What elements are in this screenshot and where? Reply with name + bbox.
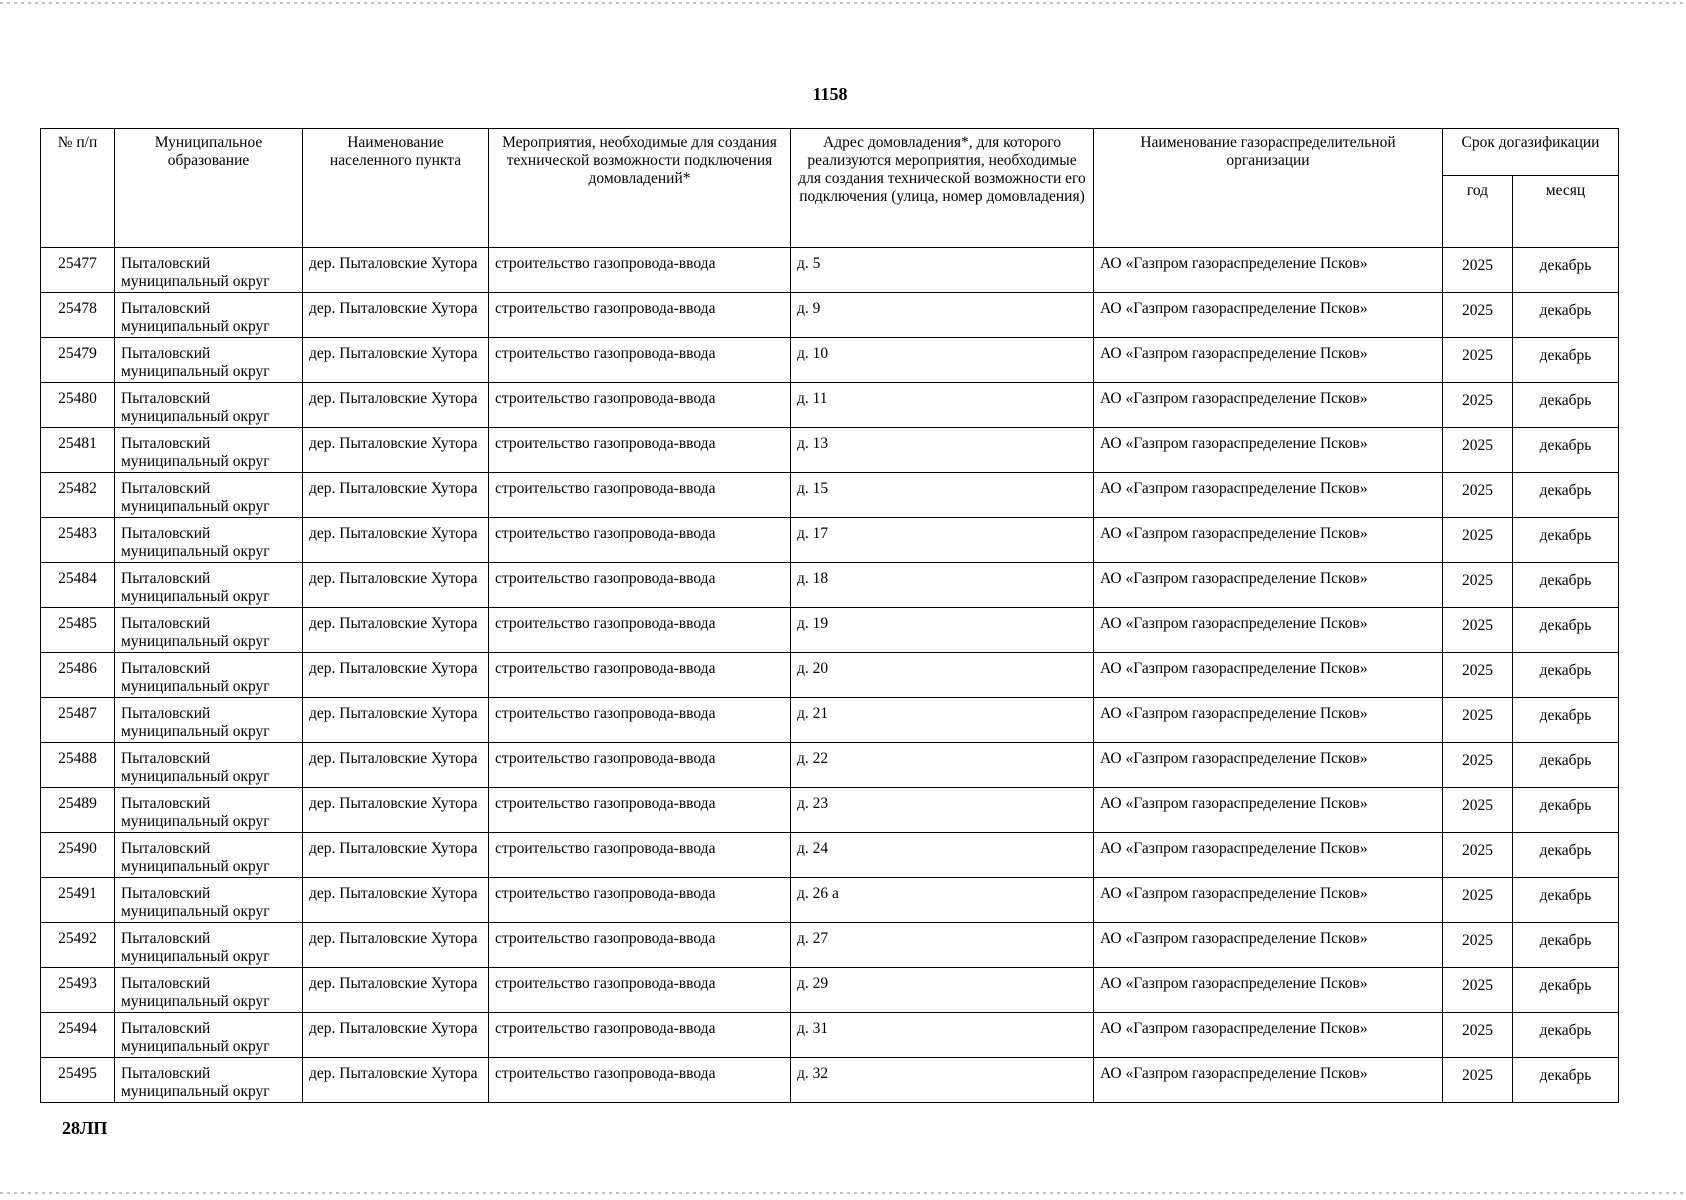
header-settlement: Наименование населенного пункта [303, 129, 489, 248]
cell-municipality: Пыталовский муниципальный округ [115, 383, 303, 428]
cell-municipality: Пыталовский муниципальный округ [115, 608, 303, 653]
cell-municipality: Пыталовский муниципальный округ [115, 473, 303, 518]
cell-month: декабрь [1513, 698, 1619, 743]
cell-num: 25484 [41, 563, 115, 608]
header-num: № п/п [41, 129, 115, 248]
header-measures: Мероприятия, необходимые для создания технической возможности подключения домовладений* [489, 129, 791, 248]
cell-year: 2025 [1443, 473, 1513, 518]
cell-address: д. 22 [791, 743, 1094, 788]
table-row [41, 608, 1619, 653]
table-row [41, 923, 1619, 968]
table-row [41, 473, 1619, 518]
table-row [41, 1013, 1619, 1058]
cell-month: декабрь [1513, 428, 1619, 473]
cell-settlement: дер. Пыталовские Хутора [303, 788, 489, 833]
cell-settlement: дер. Пыталовские Хутора [303, 1013, 489, 1058]
cell-address: д. 11 [791, 383, 1094, 428]
cell-settlement: дер. Пыталовские Хутора [303, 563, 489, 608]
cell-measure: строительство газопровода-ввода [489, 428, 791, 473]
cell-year: 2025 [1443, 248, 1513, 293]
cell-organization: АО «Газпром газораспределение Псков» [1094, 1058, 1443, 1103]
cell-organization: АО «Газпром газораспределение Псков» [1094, 1013, 1443, 1058]
cell-num: 25495 [41, 1058, 115, 1103]
cell-year: 2025 [1443, 788, 1513, 833]
cell-num: 25487 [41, 698, 115, 743]
cell-address: д. 17 [791, 518, 1094, 563]
cell-num: 25488 [41, 743, 115, 788]
cell-year: 2025 [1443, 698, 1513, 743]
cell-year: 2025 [1443, 1058, 1513, 1103]
cell-municipality: Пыталовский муниципальный округ [115, 833, 303, 878]
cell-address: д. 18 [791, 563, 1094, 608]
cell-year: 2025 [1443, 878, 1513, 923]
cell-settlement: дер. Пыталовские Хутора [303, 293, 489, 338]
cell-year: 2025 [1443, 518, 1513, 563]
cell-measure: строительство газопровода-ввода [489, 563, 791, 608]
cell-address: д. 15 [791, 473, 1094, 518]
table-row [41, 518, 1619, 563]
cell-num: 25479 [41, 338, 115, 383]
cell-year: 2025 [1443, 968, 1513, 1013]
cell-organization: АО «Газпром газораспределение Псков» [1094, 743, 1443, 788]
cell-measure: строительство газопровода-ввода [489, 473, 791, 518]
cell-municipality: Пыталовский муниципальный округ [115, 923, 303, 968]
cell-organization: АО «Газпром газораспределение Псков» [1094, 338, 1443, 383]
cell-settlement: дер. Пыталовские Хутора [303, 923, 489, 968]
table-row [41, 293, 1619, 338]
cell-num: 25489 [41, 788, 115, 833]
cell-measure: строительство газопровода-ввода [489, 878, 791, 923]
header-organization: Наименование газораспределительной организации [1094, 129, 1443, 248]
cell-address: д. 31 [791, 1013, 1094, 1058]
table-row [41, 833, 1619, 878]
cell-year: 2025 [1443, 743, 1513, 788]
cell-organization: АО «Газпром газораспределение Псков» [1094, 878, 1443, 923]
cell-municipality: Пыталовский муниципальный округ [115, 788, 303, 833]
cell-address: д. 21 [791, 698, 1094, 743]
cell-organization: АО «Газпром газораспределение Псков» [1094, 473, 1443, 518]
cell-measure: строительство газопровода-ввода [489, 338, 791, 383]
header-month: месяц [1513, 176, 1619, 248]
cell-month: декабрь [1513, 878, 1619, 923]
cell-num: 25485 [41, 608, 115, 653]
cell-address: д. 10 [791, 338, 1094, 383]
cell-municipality: Пыталовский муниципальный округ [115, 1013, 303, 1058]
cell-year: 2025 [1443, 293, 1513, 338]
table-row [41, 788, 1619, 833]
cell-measure: строительство газопровода-ввода [489, 1058, 791, 1103]
cell-settlement: дер. Пыталовские Хутора [303, 473, 489, 518]
cell-address: д. 24 [791, 833, 1094, 878]
cell-num: 25491 [41, 878, 115, 923]
cell-measure: строительство газопровода-ввода [489, 698, 791, 743]
cell-month: декабрь [1513, 968, 1619, 1013]
footer-code: 28ЛП [62, 1118, 108, 1138]
cell-settlement: дер. Пыталовские Хутора [303, 383, 489, 428]
cell-organization: АО «Газпром газораспределение Псков» [1094, 698, 1443, 743]
cell-num: 25477 [41, 248, 115, 293]
cell-address: д. 23 [791, 788, 1094, 833]
cell-measure: строительство газопровода-ввода [489, 743, 791, 788]
cell-municipality: Пыталовский муниципальный округ [115, 698, 303, 743]
cell-num: 25490 [41, 833, 115, 878]
table-row [41, 1058, 1619, 1103]
table-row [41, 698, 1619, 743]
cell-settlement: дер. Пыталовские Хутора [303, 1058, 489, 1103]
cell-month: декабрь [1513, 923, 1619, 968]
cell-settlement: дер. Пыталовские Хутора [303, 248, 489, 293]
cell-municipality: Пыталовский муниципальный округ [115, 563, 303, 608]
cell-measure: строительство газопровода-ввода [489, 968, 791, 1013]
cell-num: 25493 [41, 968, 115, 1013]
cell-organization: АО «Газпром газораспределение Псков» [1094, 923, 1443, 968]
cell-address: д. 32 [791, 1058, 1094, 1103]
cell-measure: строительство газопровода-ввода [489, 653, 791, 698]
cell-organization: АО «Газпром газораспределение Псков» [1094, 788, 1443, 833]
scan-edge-top [0, 2, 1686, 4]
header-address: Адрес домовладения*, для которого реализуются мероприятия, необходимые для создания технической возможности его подключения (улица, номер домовладения) [791, 129, 1094, 248]
cell-settlement: дер. Пыталовские Хутора [303, 968, 489, 1013]
cell-measure: строительство газопровода-ввода [489, 293, 791, 338]
cell-month: декабрь [1513, 608, 1619, 653]
cell-month: декабрь [1513, 248, 1619, 293]
cell-month: декабрь [1513, 563, 1619, 608]
cell-settlement: дер. Пыталовские Хутора [303, 878, 489, 923]
cell-month: декабрь [1513, 788, 1619, 833]
page-number: 1158 [812, 84, 848, 104]
cell-organization: АО «Газпром газораспределение Псков» [1094, 383, 1443, 428]
table-row [41, 968, 1619, 1013]
cell-year: 2025 [1443, 383, 1513, 428]
cell-settlement: дер. Пыталовские Хутора [303, 338, 489, 383]
cell-month: декабрь [1513, 293, 1619, 338]
cell-municipality: Пыталовский муниципальный округ [115, 518, 303, 563]
cell-organization: АО «Газпром газораспределение Псков» [1094, 833, 1443, 878]
cell-settlement: дер. Пыталовские Хутора [303, 608, 489, 653]
cell-settlement: дер. Пыталовские Хутора [303, 698, 489, 743]
cell-measure: строительство газопровода-ввода [489, 518, 791, 563]
cell-month: декабрь [1513, 338, 1619, 383]
cell-year: 2025 [1443, 428, 1513, 473]
cell-num: 25482 [41, 473, 115, 518]
cell-measure: строительство газопровода-ввода [489, 833, 791, 878]
table-row [41, 563, 1619, 608]
cell-address: д. 20 [791, 653, 1094, 698]
cell-num: 25492 [41, 923, 115, 968]
cell-num: 25481 [41, 428, 115, 473]
cell-month: декабрь [1513, 1013, 1619, 1058]
cell-month: декабрь [1513, 743, 1619, 788]
header-municipality: Муниципальное образование [115, 129, 303, 248]
table-row [41, 248, 1619, 293]
cell-year: 2025 [1443, 608, 1513, 653]
cell-organization: АО «Газпром газораспределение Псков» [1094, 563, 1443, 608]
table-body [41, 248, 1619, 1103]
cell-organization: АО «Газпром газораспределение Псков» [1094, 293, 1443, 338]
gasification-table [40, 128, 1619, 1103]
cell-municipality: Пыталовский муниципальный округ [115, 878, 303, 923]
cell-address: д. 5 [791, 248, 1094, 293]
cell-address: д. 19 [791, 608, 1094, 653]
table-row [41, 383, 1619, 428]
cell-address: д. 27 [791, 923, 1094, 968]
cell-address: д. 26 а [791, 878, 1094, 923]
table-row [41, 428, 1619, 473]
cell-month: декабрь [1513, 1058, 1619, 1103]
table-row [41, 338, 1619, 383]
cell-settlement: дер. Пыталовские Хутора [303, 743, 489, 788]
cell-measure: строительство газопровода-ввода [489, 788, 791, 833]
cell-num: 25480 [41, 383, 115, 428]
cell-settlement: дер. Пыталовские Хутора [303, 428, 489, 473]
table-row [41, 878, 1619, 923]
cell-organization: АО «Газпром газораспределение Псков» [1094, 518, 1443, 563]
cell-settlement: дер. Пыталовские Хутора [303, 833, 489, 878]
cell-address: д. 29 [791, 968, 1094, 1013]
header-term: Срок догазификации [1443, 129, 1619, 176]
cell-year: 2025 [1443, 923, 1513, 968]
cell-settlement: дер. Пыталовские Хутора [303, 518, 489, 563]
cell-year: 2025 [1443, 653, 1513, 698]
cell-year: 2025 [1443, 563, 1513, 608]
cell-num: 25494 [41, 1013, 115, 1058]
cell-organization: АО «Газпром газораспределение Псков» [1094, 248, 1443, 293]
table-row [41, 743, 1619, 788]
cell-organization: АО «Газпром газораспределение Псков» [1094, 428, 1443, 473]
cell-organization: АО «Газпром газораспределение Псков» [1094, 968, 1443, 1013]
cell-organization: АО «Газпром газораспределение Псков» [1094, 653, 1443, 698]
cell-municipality: Пыталовский муниципальный округ [115, 743, 303, 788]
cell-month: декабрь [1513, 473, 1619, 518]
header-year: год [1443, 176, 1513, 248]
cell-municipality: Пыталовский муниципальный округ [115, 428, 303, 473]
cell-month: декабрь [1513, 518, 1619, 563]
cell-municipality: Пыталовский муниципальный округ [115, 1058, 303, 1103]
table-row [41, 653, 1619, 698]
cell-organization: АО «Газпром газораспределение Псков» [1094, 608, 1443, 653]
cell-measure: строительство газопровода-ввода [489, 608, 791, 653]
cell-num: 25486 [41, 653, 115, 698]
cell-month: декабрь [1513, 383, 1619, 428]
cell-year: 2025 [1443, 338, 1513, 383]
cell-municipality: Пыталовский муниципальный округ [115, 968, 303, 1013]
cell-measure: строительство газопровода-ввода [489, 248, 791, 293]
cell-settlement: дер. Пыталовские Хутора [303, 653, 489, 698]
cell-measure: строительство газопровода-ввода [489, 1013, 791, 1058]
cell-municipality: Пыталовский муниципальный округ [115, 248, 303, 293]
scan-edge-bottom [0, 1192, 1686, 1194]
cell-measure: строительство газопровода-ввода [489, 383, 791, 428]
cell-municipality: Пыталовский муниципальный округ [115, 338, 303, 383]
cell-year: 2025 [1443, 833, 1513, 878]
cell-num: 25478 [41, 293, 115, 338]
cell-address: д. 9 [791, 293, 1094, 338]
cell-municipality: Пыталовский муниципальный округ [115, 293, 303, 338]
cell-year: 2025 [1443, 1013, 1513, 1058]
cell-measure: строительство газопровода-ввода [489, 923, 791, 968]
cell-month: декабрь [1513, 653, 1619, 698]
cell-address: д. 13 [791, 428, 1094, 473]
cell-month: декабрь [1513, 833, 1619, 878]
cell-num: 25483 [41, 518, 115, 563]
cell-municipality: Пыталовский муниципальный округ [115, 653, 303, 698]
